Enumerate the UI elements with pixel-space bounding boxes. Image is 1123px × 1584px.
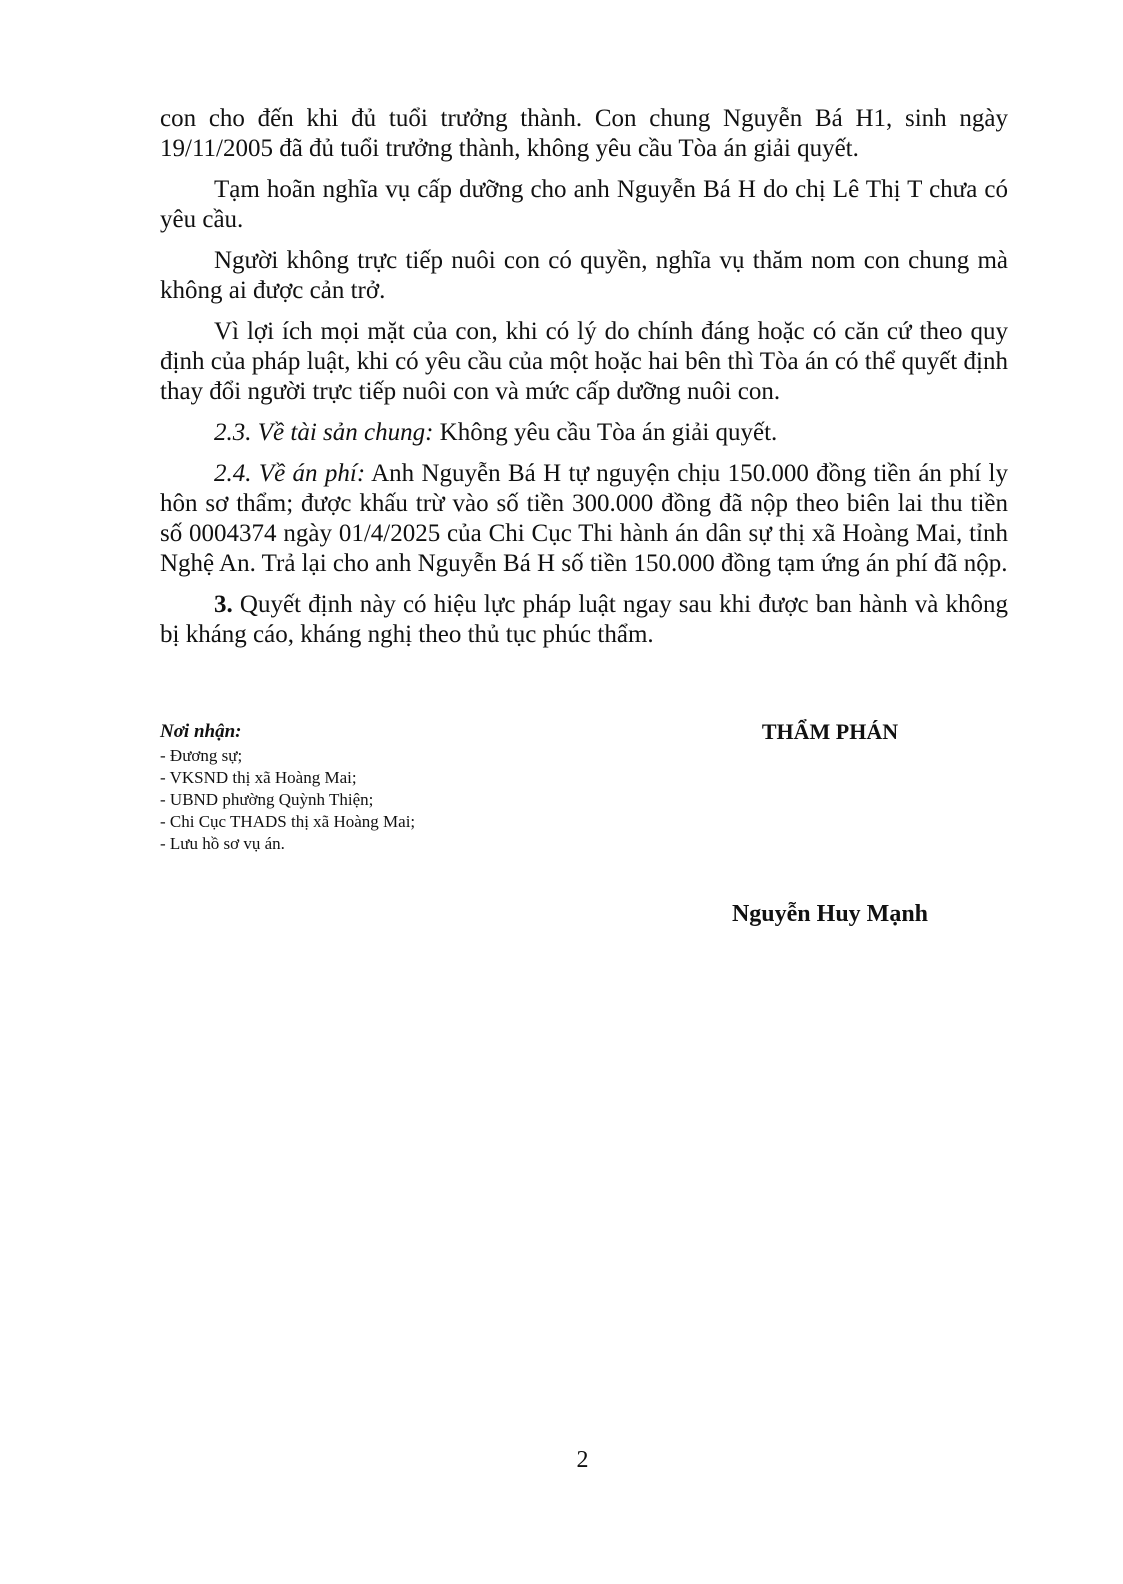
page-number: 2 <box>576 1447 589 1473</box>
court-fees-label: 2.4. Về án phí: <box>214 460 366 487</box>
paragraph-court-fees <box>160 459 1008 579</box>
signer-title: THẨM PHÁN <box>761 719 899 744</box>
paragraph-common-property <box>160 418 1008 448</box>
recipient-item: - UBND phường Quỳnh Thiện; <box>160 790 374 809</box>
recipient-item: - Chi Cục THADS thị xã Hoàng Mai; <box>160 812 416 831</box>
recipients-heading: Nơi nhận: <box>160 721 242 742</box>
court-fees-text: Anh Nguyễn Bá H tự nguyện chịu 150.000 đồng tiền án phí ly hôn sơ thẩm; được khấu trừ vào số tiền 300.000 đồng đã nộp theo biên lai thu tiền số 0004374 ngày 01/4/2025 của Chi Cục Thi hành án dân sự thị xã Hoàng Mai, tỉnh Nghệ An. Trả lại cho anh Nguyễn Bá H số tiền 150.000 đồng tạm ứng án phí đã nộp. <box>160 460 1008 577</box>
paragraph-effect <box>160 590 1008 650</box>
paragraph-visitation-rights: Người không trực tiếp nuôi con có quyền, nghĩa vụ thăm nom con chung mà không ai được cản trở. <box>160 247 1008 304</box>
effect-number: 3. <box>214 591 233 618</box>
effect-text: Quyết định này có hiệu lực pháp luật ngay sau khi được ban hành và không bị kháng cáo, kháng nghị theo thủ tục phúc thẩm. <box>160 591 1008 648</box>
document-body <box>160 104 1008 661</box>
common-property-text: Không yêu cầu Tòa án giải quyết. <box>433 419 778 446</box>
paragraph-child-custody-end: con cho đến khi đủ tuổi trưởng thành. Con chung Nguyễn Bá H1, sinh ngày 19/11/2005 đã đủ tuổi trưởng thành, không yêu cầu Tòa án giải quyết. <box>160 105 1008 162</box>
recipients-block <box>160 719 600 855</box>
recipient-item: - Lưu hồ sơ vụ án. <box>160 834 285 853</box>
recipient-item: - VKSND thị xã Hoàng Mai; <box>160 768 357 787</box>
paragraph-support-postponed: Tạm hoãn nghĩa vụ cấp dưỡng cho anh Nguyễn Bá H do chị Lê Thị T chưa có yêu cầu. <box>160 176 1008 233</box>
paragraph-custody-change: Vì lợi ích mọi mặt của con, khi có lý do chính đáng hoặc có căn cứ theo quy định của pháp luật, khi có yêu cầu của một hoặc hai bên thì Tòa án có thể quyết định thay đổi người trực tiếp nuôi con và mức cấp dưỡng nuôi con. <box>160 318 1008 405</box>
common-property-label: 2.3. Về tài sản chung: <box>214 419 434 446</box>
recipient-item: - Đương sự; <box>160 746 243 765</box>
signer-name: Nguyễn Huy Mạnh <box>731 901 929 927</box>
